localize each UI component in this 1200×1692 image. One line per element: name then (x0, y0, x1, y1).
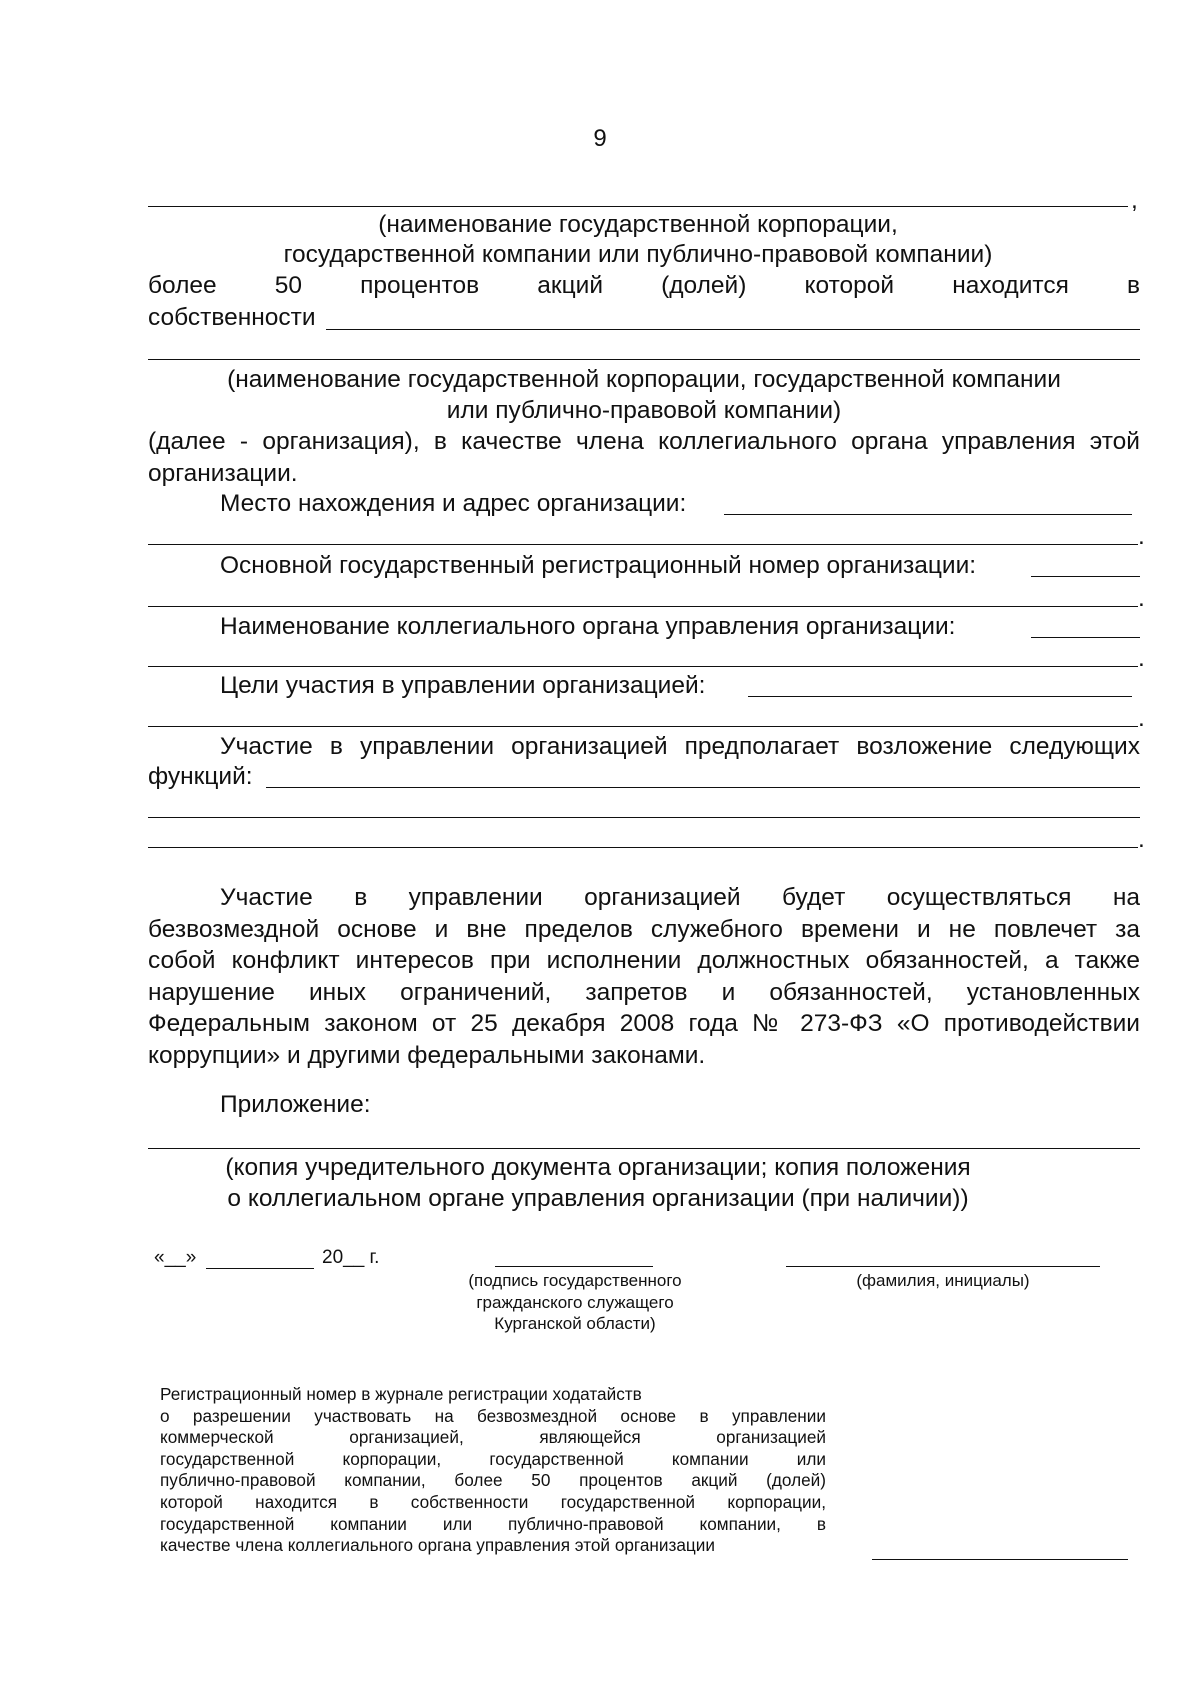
row-word: в (1126, 272, 1140, 299)
registration-number-line[interactable] (872, 1559, 1128, 1560)
definition-line: (далее - организация), в качестве члена коллегиального органа управления этой (148, 428, 1140, 455)
ogrn-label: Основной государственный регистрационный номер организации: (220, 552, 977, 579)
owner-caption-line1: (наименование государственной корпорации, государственной компании (227, 366, 1061, 393)
date-open: «__» (154, 1247, 197, 1268)
organization-definition (148, 426, 1140, 489)
goals-field-line[interactable] (748, 696, 1132, 697)
organization-caption-line1: (наименование государственной корпорации, (378, 211, 898, 238)
definition-line: организации. (148, 459, 298, 487)
row-word: (долей) (661, 272, 747, 299)
address-field-line-2[interactable] (148, 544, 1138, 545)
signature-caption-line: (подпись государственного (468, 1271, 682, 1290)
address-label: Место нахождения и адрес организации: (220, 490, 687, 517)
owner-caption-line2: или публично-правовой компании) (446, 397, 842, 424)
row-word: которой (804, 272, 895, 299)
appendix-caption-line1: (копия учредительного документа организации; копия положения (225, 1154, 971, 1181)
statement-line: Участие в управлении организацией будет осуществляться на (220, 884, 1140, 911)
period: . (1138, 645, 1145, 672)
body-name-field-line-2[interactable] (148, 666, 1138, 667)
registration-line: которой находится в собственности государственной корпорации, (160, 1491, 826, 1512)
signature-caption (420, 1270, 730, 1335)
appendix-label: Приложение: (220, 1091, 371, 1118)
row-word: находится (952, 272, 1069, 299)
registration-line: публично-правовой компании, более 50 процентов акций (долей) (160, 1470, 826, 1491)
signature-line[interactable] (495, 1266, 653, 1267)
functions-field-line-3[interactable] (148, 847, 1138, 848)
body-name-label: Наименование коллегиального органа управления организации: (220, 613, 956, 640)
period: . (1138, 705, 1145, 732)
registration-line: государственной компании или публично-правовой компании, в (160, 1513, 826, 1534)
signature-caption-line: гражданского служащего (476, 1292, 674, 1312)
period: . (1138, 585, 1145, 612)
name-caption: (фамилия, инициалы) (856, 1271, 1030, 1290)
registration-block (160, 1384, 826, 1557)
row-word: процентов (360, 272, 480, 299)
statement-line: нарушение иных ограничений, запретов и обязанностей, установленных (148, 978, 1140, 1006)
statement-line: безвозмездной основе и вне пределов служебного времени и не повлечет за (148, 915, 1140, 943)
statement-line: собой конфликт интересов при исполнении должностных обязанностей, а также (148, 947, 1140, 975)
goals-field-line-2[interactable] (148, 726, 1138, 727)
page-number: 9 (593, 125, 607, 152)
appendix-caption-line2: о коллегиальном органе управления организации (при наличии)) (227, 1185, 969, 1212)
ogrn-field-line-2[interactable] (148, 606, 1138, 607)
statement-line: Федеральным законом от 25 декабря 2008 года № 273-ФЗ «О противодействии (148, 1010, 1140, 1038)
row-word: более (148, 272, 217, 299)
signature-caption-line: Курганской области) (494, 1314, 656, 1333)
address-field-line[interactable] (724, 514, 1132, 515)
functions-field-line-2[interactable] (148, 817, 1140, 818)
statement-paragraph (148, 882, 1140, 1072)
ownership-label: собственности (148, 304, 316, 331)
registration-line: качестве члена коллегиального органа управления этой организации (160, 1535, 715, 1556)
functions-intro-line: Участие в управлении организацией предполагает возложение следующих (220, 733, 1140, 760)
functions-label: функций: (148, 763, 253, 790)
registration-line: о разрешении участвовать на безвозмездной основе в управлении (160, 1405, 826, 1426)
statement-line: коррупции» и другими федеральными законами. (148, 1041, 706, 1069)
organization-caption-line2: государственной компании или публично-правовой компании) (283, 241, 993, 268)
body-name-field-line[interactable] (1031, 637, 1140, 638)
appendix-field-line[interactable] (148, 1148, 1140, 1149)
goals-label: Цели участия в управлении организацией: (220, 672, 706, 699)
registration-line: коммерческой организацией, являющейся организацией (160, 1427, 826, 1448)
row-word: 50 (274, 272, 303, 299)
registration-line: государственной корпорации, государственной компании или (160, 1448, 826, 1469)
registration-line: Регистрационный номер в журнале регистрации ходатайств (160, 1384, 642, 1404)
share-ownership-row (148, 272, 1140, 300)
organization-name-line (148, 206, 1128, 207)
date-year: 20__ г. (322, 1247, 380, 1268)
functions-intro (220, 731, 1140, 763)
functions-field-line[interactable] (266, 787, 1140, 788)
row-word: акций (537, 272, 603, 299)
name-line[interactable] (786, 1266, 1100, 1267)
date-month-line[interactable] (206, 1268, 314, 1269)
period: . (1138, 523, 1145, 550)
ogrn-field-line[interactable] (1031, 576, 1140, 577)
owner-name-line[interactable] (148, 359, 1140, 360)
period: . (1138, 826, 1145, 853)
trailing-comma: , (1131, 187, 1138, 214)
ownership-field-line[interactable] (326, 329, 1140, 330)
